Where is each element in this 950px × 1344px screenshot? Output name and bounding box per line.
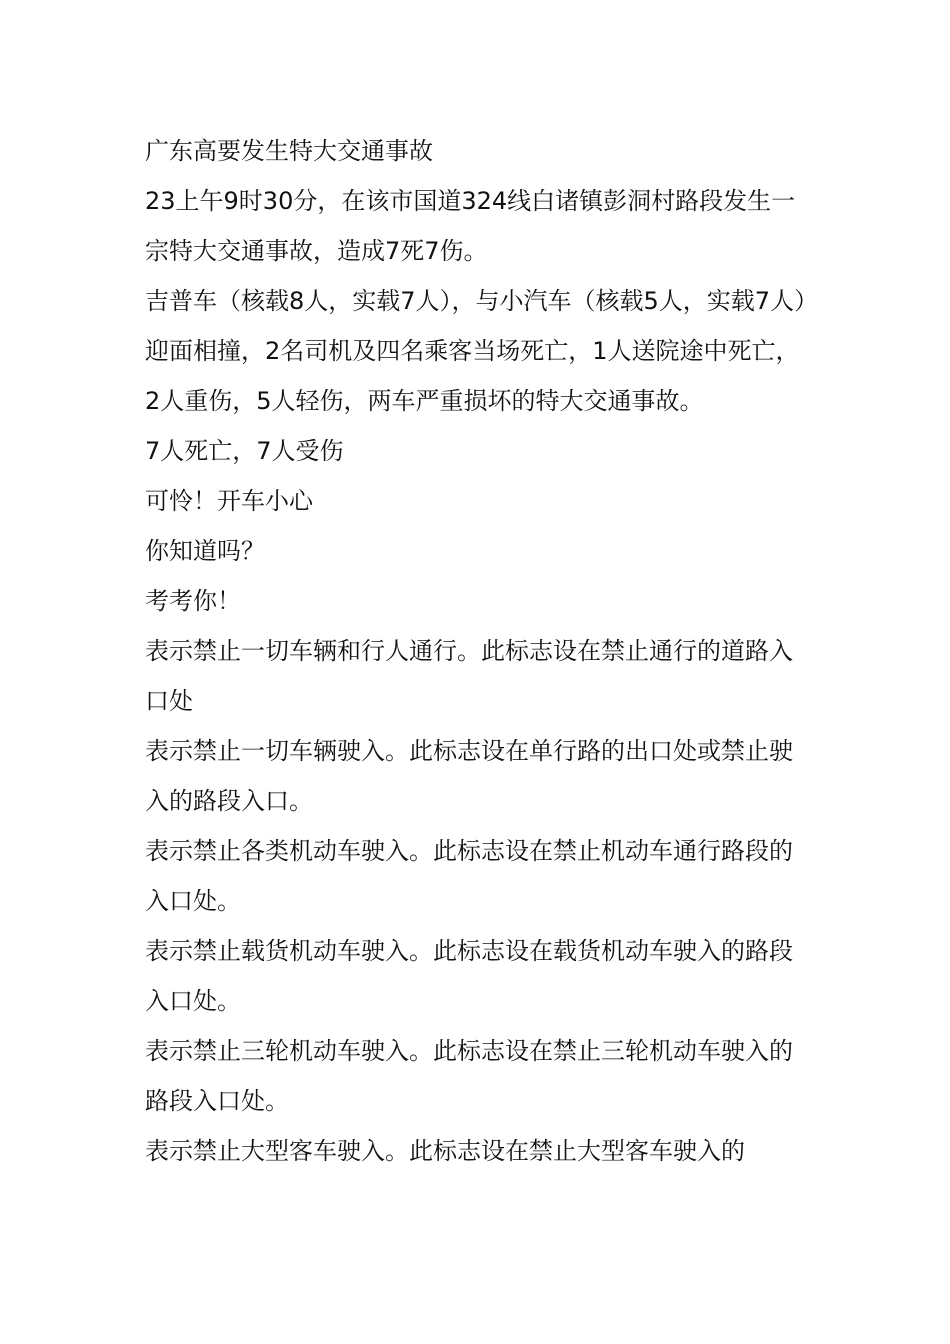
paragraph-sign-no-buses: 表示禁止大型客车驶入。此标志设在禁止大型客车驶入的: [145, 1137, 745, 1165]
paragraph-accident-details: 吉普车（核载8人，实载7人），与小汽车（核载5人，实载7人）迎面相撞，2名司机及四名乘客当场死亡，1人送院途中死亡，2人重伤，5人轻伤，两车严重损坏的特大交通事故。: [145, 287, 807, 415]
paragraph-warning: 可怜！开车小心: [145, 487, 313, 515]
paragraph-sign-no-trucks: 表示禁止载货机动车驶入。此标志设在载货机动车驶入的路段入口处。: [145, 937, 793, 1015]
paragraph-casualties: 7人死亡，7人受伤: [145, 437, 344, 465]
document-title: 广东高要发生特大交通事故: [145, 137, 433, 165]
paragraph-sign-no-motor-vehicles: 表示禁止各类机动车驶入。此标志设在禁止机动车通行路段的入口处。: [145, 837, 793, 915]
paragraph-question: 你知道吗？: [145, 537, 265, 565]
paragraph-sign-no-tricycles: 表示禁止三轮机动车驶入。此标志设在禁止三轮机动车驶入的路段入口处。: [145, 1037, 793, 1115]
paragraph-quiz: 考考你！: [145, 587, 241, 615]
document-body: [145, 126, 813, 1176]
paragraph-accident-time: 23上午9时30分，在该市国道324线白诸镇彭洞村路段发生一宗特大交通事故，造成7死7伤。: [145, 187, 796, 265]
paragraph-sign-no-passage: 表示禁止一切车辆和行人通行。此标志设在禁止通行的道路入口处: [145, 637, 793, 715]
paragraph-sign-no-entry: 表示禁止一切车辆驶入。此标志设在单行路的出口处或禁止驶入的路段入口。: [145, 737, 793, 815]
